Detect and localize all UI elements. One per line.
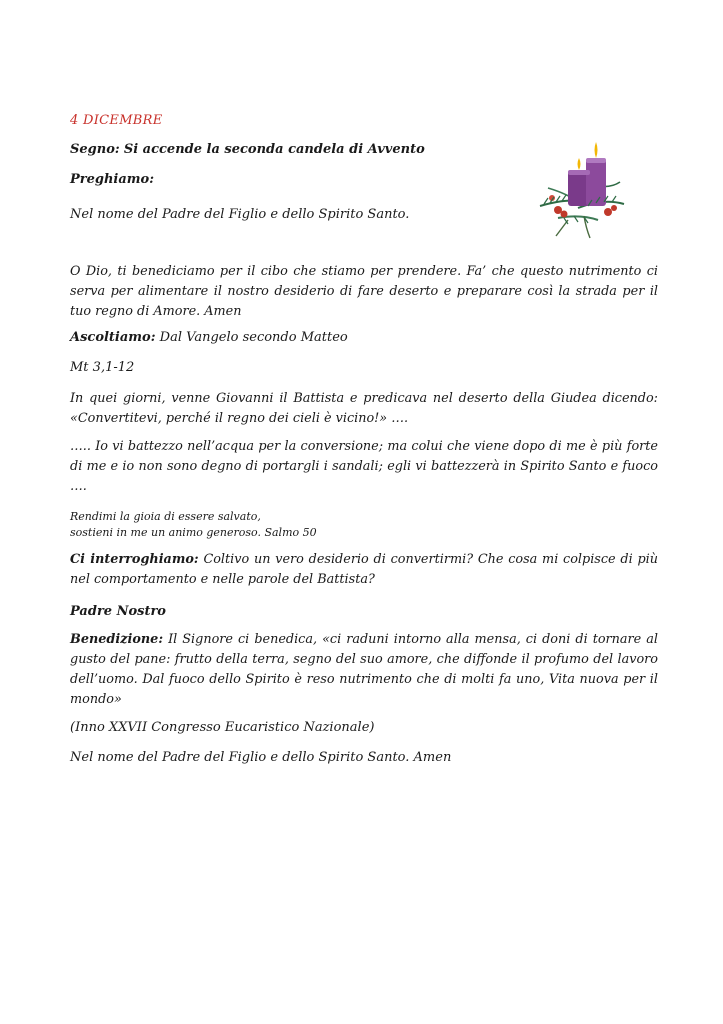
salmo-quote (70, 509, 658, 541)
fonte-note: (Inno XXVII Congresso Eucaristico Nazionale) (70, 720, 375, 735)
benedizione-label: Benedizione: (70, 632, 164, 647)
preghiamo-label: Preghiamo: (70, 172, 155, 187)
vangelo-paragraph-2: ….. Io vi battezzo nell’acqua per la conversione; ma colui che viene dopo di me è più forte di me e io non sono degno di portargli i sandali; egli vi battezzerà in Spirito Santo e fuoco …. (70, 439, 658, 494)
gospel-reference: Mt 3,1-12 (70, 360, 135, 375)
benedizione-text: Il Signore ci benedica, «ci raduni intorno alla mensa, ci doni di tornare al gusto del pane: frutto della terra, segno del suo amore, che diffonde il profumo del lavoro dell’uomo. Dal fuoco dello Spirito è reso nutrimento che di molti fa uno, Vita nuova per il mondo» (70, 632, 658, 707)
date-heading: 4 DICEMBRE (70, 113, 163, 128)
padre-nostro-heading: Padre Nostro (70, 604, 166, 619)
salmo-line-1: Rendimi la gioia di essere salvato, (70, 510, 261, 523)
ascoltiamo-line (70, 330, 348, 345)
salmo-line-2: sostieni in me un animo generoso. Salmo 50 (70, 526, 317, 539)
flame-1 (578, 158, 581, 170)
ascoltiamo-label: Ascoltiamo: (70, 330, 156, 345)
vangelo-paragraph-1: In quei giorni, venne Giovanni il Battista e predicava nel deserto della Giudea dicendo: «Convertitevi, perché il regno dei cieli è vicino!» …. (70, 391, 658, 426)
ascoltiamo-text: Dal Vangelo secondo Matteo (159, 330, 348, 345)
advent-candles-icon (528, 128, 630, 242)
invocazione: Nel nome del Padre del Figlio e dello Spirito Santo. (70, 207, 410, 222)
interroghiamo-text: Coltivo un vero desiderio di convertirmi? Che cosa mi colpisce di più nel comportamento e nelle parole del Battista? (70, 552, 658, 587)
segno-line (70, 142, 425, 157)
segno-label: Segno: (70, 142, 120, 157)
segno-text: Si accende la seconda candela di Avvento (123, 142, 425, 157)
closing-invocation: Nel nome del Padre del Figlio e dello Spirito Santo. Amen (70, 750, 452, 765)
preghiera-paragraph: O Dio, ti benediciamo per il cibo che stiamo per prendere. Fa’ che questo nutrimento ci serva per alimentare il nostro desiderio di fare deserto e preparare così la strada per il tuo regno di Amore. Amen (70, 264, 658, 319)
back-candle (586, 158, 606, 206)
flame-2 (595, 142, 598, 158)
benedizione-paragraph (70, 630, 658, 710)
interroghiamo-label: Ci interroghiamo: (70, 552, 199, 567)
interroghiamo-paragraph (70, 550, 658, 590)
